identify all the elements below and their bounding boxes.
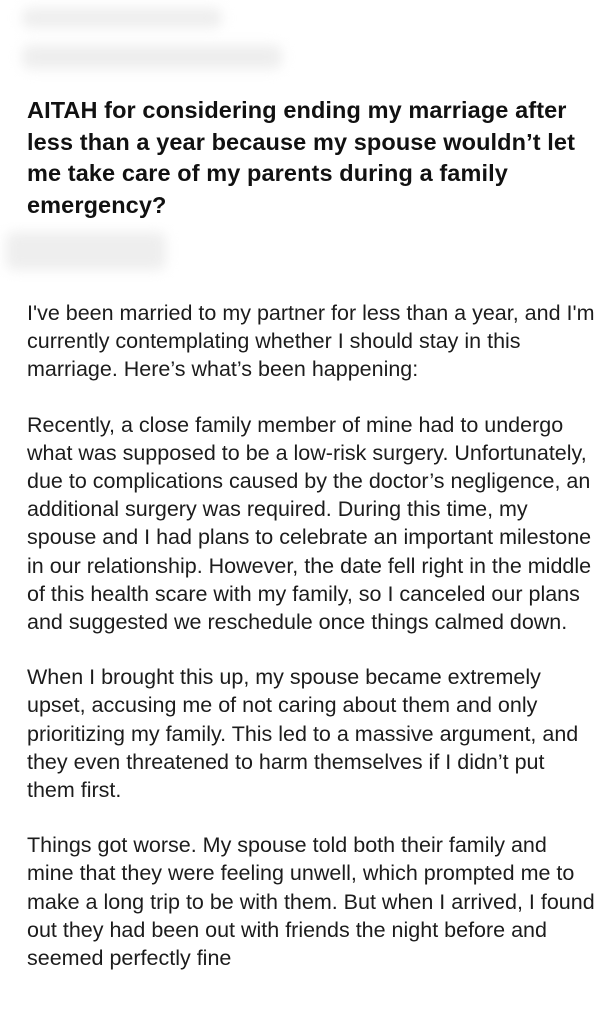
post-paragraph: Recently, a close family member of mine had to undergo what was supposed to be a low-risk surgery. Unfortunately, due to complications caused by the doctor’s negligence, an additional surgery was required. During this time, my spouse and I had plans to celebrate an important milestone in our relationship. However, the date fell right in the middle of this health scare with my family, so I canceled our plans and suggested we reschedule once things calmed down. <box>27 412 592 635</box>
blurred-post-meta <box>0 222 611 282</box>
blurred-post-header <box>0 0 611 95</box>
blurred-username <box>22 8 222 28</box>
post-paragraph: Things got worse. My spouse told both their family and mine that they were feeling unwell, which prompted me to make a long trip to be with them. But when I arrived, I found out they had been out with friends the night before and seemed perfectly fine <box>27 833 595 971</box>
post-paragraph: When I brought this up, my spouse became extremely upset, accusing me of not caring about them and only prioritizing my family. This led to a massive argument, and they even threatened to harm themselves if I didn’t put them first. <box>27 665 579 803</box>
post-title: AITAH for considering ending my marriage after less than a year because my spouse wouldn’t let me take care of my parents during a family emergency? <box>27 97 575 218</box>
post-paragraph: I've been married to my partner for less than a year, and I'm currently contemplating whether I should stay in this marriage. Here’s what’s been happening: <box>27 301 595 382</box>
post-body <box>27 299 595 999</box>
blurred-flair <box>6 232 166 270</box>
blurred-subreddit-info <box>22 45 282 69</box>
